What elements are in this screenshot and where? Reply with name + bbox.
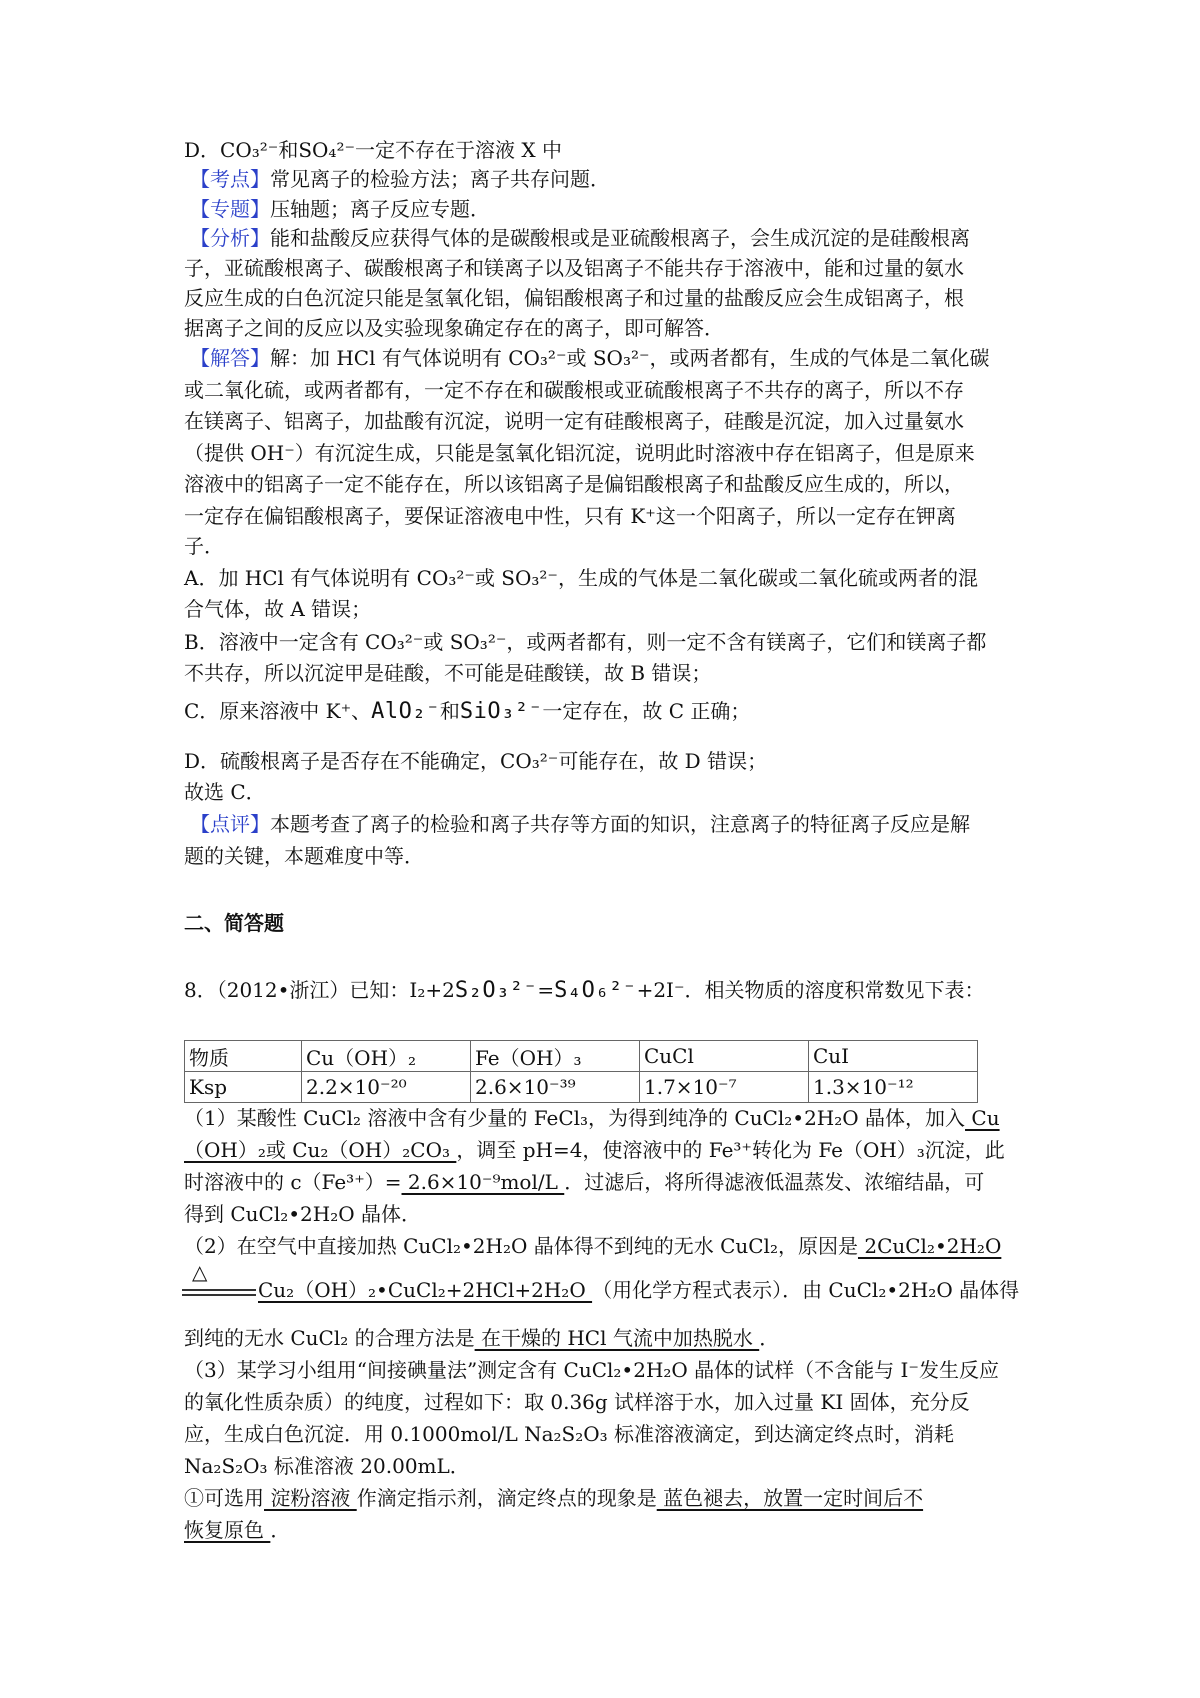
- jieda-line-5: 溶液中的铝离子一定不能存在，所以该铝离子是偏铝酸根离子和盐酸反应生成的，所以，: [184, 472, 964, 496]
- jieda-line-4: （提供 OH⁻）有沉淀生成，只能是氢氧化铝沉淀，说明此时溶液中存在铝离子，但是原来: [184, 441, 975, 465]
- table-cell: 1.3×10⁻¹²: [809, 1072, 978, 1103]
- part3-line-2: 的氧化性质杂质）的纯度，过程如下：取 0.36g 试样溶于水，加入过量 KI 固体，充分反: [184, 1390, 970, 1414]
- part2-line-1: [184, 1230, 1001, 1262]
- jieda-line-2: 或二氧化硫，或两者都有，一定不存在和碳酸根或亚硫酸根离子不共存的离子，所以不存: [184, 378, 964, 402]
- part2-line-3: [184, 1322, 779, 1354]
- table-cell: 2.6×10⁻³⁹: [471, 1072, 640, 1103]
- equation-bar-bottom: [182, 1294, 256, 1296]
- part2-answer-1-cont: Cu₂（OH）₂•CuCl₂+2HCl+2H₂O: [258, 1278, 593, 1302]
- zhuanti-tag: 【专题】: [190, 197, 270, 221]
- subq1-line-2: [184, 1514, 290, 1546]
- subq1-text-3: ．: [270, 1518, 291, 1542]
- fenxi-line-1: [190, 222, 970, 254]
- table-header-row: [185, 1041, 978, 1072]
- sio3-formula-image: SiO₃²⁻: [459, 699, 543, 724]
- subq1-answer-2-cont: 恢复原色: [184, 1518, 271, 1542]
- zhuanti-text: 压轴题；离子反应专题．: [270, 197, 490, 221]
- question-8-line: [184, 974, 985, 1007]
- option-a-line-1: A．加 HCl 有气体说明有 CO₃²⁻或 SO₃²⁻，生成的气体是二氧化碳或二氧化硫或两者的混: [184, 566, 978, 590]
- part2-answer-1: 2CuCl₂•2H₂O: [857, 1234, 1002, 1258]
- triangle-icon: △: [192, 1260, 208, 1284]
- part1-text-3: 时溶液中的 c（Fe³⁺）=: [184, 1170, 402, 1194]
- option-d-question: D．CO₃²⁻和SO₄²⁻一定不存在于溶液 X 中: [184, 138, 562, 162]
- part2-text-1: （2）在空气中直接加热 CuCl₂•2H₂O 晶体得不到纯的无水 CuCl₂，原因是: [184, 1234, 858, 1258]
- part1-text-1: （1）某酸性 CuCl₂ 溶液中含有少量的 FeCl₃，为得到纯净的 CuCl₂•2H₂O 晶体，加入: [184, 1106, 966, 1130]
- equation-bar-top: [182, 1289, 256, 1291]
- jieda-line-1: [190, 342, 990, 374]
- table-header-cell: 物质: [185, 1041, 302, 1072]
- option-b-line-1: B．溶液中一定含有 CO₃²⁻或 SO₃²⁻，或两者都有，则一定不含有镁离子，它们和镁离子都: [184, 630, 987, 654]
- section-title: 二、简答题: [184, 911, 284, 935]
- dianping-text-1: 本题考查了离子的检验和离子共存等方面的知识，注意离子的特征离子反应是解: [270, 812, 970, 836]
- kaodian-tag: 【考点】: [190, 167, 270, 191]
- part1-line-4: 得到 CuCl₂•2H₂O 晶体．: [184, 1202, 421, 1226]
- table-header-cell: Cu（OH）₂: [302, 1041, 471, 1072]
- table-row-label: Ksp: [185, 1072, 302, 1103]
- part3-line-1: （3）某学习小组用“间接碘量法”测定含有 CuCl₂•2H₂O 晶体的试样（不含能与 I⁻发生反应: [184, 1358, 999, 1382]
- subq1-answer-2: 蓝色褪去，放置一定时间后不: [656, 1486, 924, 1510]
- answer-line: 故选 C．: [184, 780, 266, 804]
- table-header-cell: Fe（OH）₃: [471, 1041, 640, 1072]
- part1-line-3: [184, 1166, 984, 1198]
- part1-line-1: [184, 1102, 1000, 1134]
- fenxi-text-1: 能和盐酸反应获得气体的是碳酸根或是亚硫酸根离子，会生成沉淀的是硅酸根离: [270, 226, 970, 250]
- table-header-cell: CuI: [809, 1041, 978, 1072]
- part1-line-2: [184, 1134, 1005, 1166]
- part1-answer-1-cont: （OH）₂或 Cu₂（OH）₂CO₃: [184, 1138, 457, 1162]
- jieda-line-3: 在镁离子、铝离子，加盐酸有沉淀，说明一定有硅酸根离子，硅酸是沉淀，加入过量氨水: [184, 409, 964, 433]
- table-header-cell: CuCl: [640, 1041, 809, 1072]
- ksp-table: [184, 1040, 978, 1103]
- q8-equals: =: [537, 978, 555, 1002]
- kaodian-text: 常见离子的检验方法；离子共存问题．: [270, 167, 610, 191]
- part1-answer-1: Cu: [965, 1106, 1000, 1130]
- part2-line-2: [258, 1274, 1019, 1306]
- table-row: [185, 1072, 978, 1103]
- option-b-line-2: 不共存，所以沉淀甲是硅酸，不可能是硅酸镁，故 B 错误；: [184, 661, 712, 685]
- dianping-line-2: 题的关键，本题难度中等．: [184, 844, 424, 868]
- part2-answer-2: 在干燥的 HCl 气流中加热脱水: [474, 1326, 760, 1350]
- option-c-line: [184, 695, 750, 728]
- part1-text-2: ，调至 pH=4，使溶液中的 Fe³⁺转化为 Fe（OH）₃沉淀，此: [456, 1138, 1005, 1162]
- part3-line-3: 应，生成白色沉淀．用 0.1000mol/L Na₂S₂O₃ 标准溶液滴定，到达滴定终点时，消耗: [184, 1422, 955, 1446]
- part2-text-3b: ．: [759, 1326, 780, 1350]
- alo2-formula-image: AlO₂⁻: [371, 699, 440, 724]
- jieda-tag: 【解答】: [190, 346, 270, 370]
- table-cell: 1.7×10⁻⁷: [640, 1072, 809, 1103]
- table-cell: 2.2×10⁻²⁰: [302, 1072, 471, 1103]
- s2o3-formula-image: S₂O₃²⁻: [454, 978, 538, 1003]
- option-a-line-2: 合气体，故 A 错误；: [184, 597, 372, 621]
- zhuanti-line: [190, 193, 490, 225]
- option-d-line: D．硫酸根离子是否存在不能确定，CO₃²⁻可能存在，故 D 错误；: [184, 749, 768, 773]
- subq1-line-1: [184, 1482, 923, 1514]
- subq1-answer-1: 淀粉溶液: [264, 1486, 357, 1510]
- part2-text-3: 到纯的无水 CuCl₂ 的合理方法是: [184, 1326, 475, 1350]
- part1-answer-2: 2.6×10⁻⁹mol/L: [401, 1170, 565, 1194]
- dianping-tag: 【点评】: [190, 812, 270, 836]
- jieda-text-1: 解：加 HCl 有气体说明有 CO₃²⁻或 SO₃²⁻，或两者都有，生成的气体是二氧化碳: [270, 346, 990, 370]
- heat-triangle: [192, 1256, 207, 1288]
- jieda-line-7: 子．: [184, 534, 224, 558]
- dianping-line-1: [190, 808, 970, 840]
- part3-line-4: Na₂S₂O₃ 标准溶液 20.00mL．: [184, 1454, 470, 1478]
- option-c-suffix: 一定存在，故 C 正确；: [542, 699, 751, 723]
- q8-suffix: +2I⁻．相关物质的溶度积常数见下表：: [636, 978, 985, 1002]
- part2-text-2: （用化学方程式表示）．由 CuCl₂•2H₂O 晶体得: [592, 1278, 1020, 1302]
- fenxi-tag: 【分析】: [190, 226, 270, 250]
- fenxi-line-4: 据离子之间的反应以及实验现象确定存在的离子，即可解答．: [184, 316, 724, 340]
- subq1-text-2: 作滴定指示剂，滴定终点的现象是: [356, 1486, 657, 1510]
- option-c-prefix: C．原来溶液中 K⁺、: [184, 699, 372, 723]
- q8-prefix: 8．（2012•浙江）已知：I₂+2: [184, 978, 455, 1002]
- s4o6-formula-image: S₄O₆²⁻: [554, 978, 637, 1003]
- fenxi-line-3: 反应生成的白色沉淀只能是氢氧化铝，偏铝酸根离子和过量的盐酸反应会生成铝离子，根: [184, 286, 964, 310]
- part1-text-3b: ．过滤后，将所得滤液低温蒸发、浓缩结晶，可: [564, 1170, 985, 1194]
- subq1-text-1: ①可选用: [184, 1486, 264, 1510]
- kaodian-line: [190, 163, 610, 195]
- fenxi-line-2: 子，亚硫酸根离子、碳酸根离子和镁离子以及铝离子不能共存于溶液中，能和过量的氨水: [184, 256, 964, 280]
- jieda-line-6: 一定存在偏铝酸根离子，要保证溶液电中性，只有 K⁺这一个阳离子，所以一定存在钾离: [184, 504, 956, 528]
- option-c-and: 和: [439, 699, 460, 723]
